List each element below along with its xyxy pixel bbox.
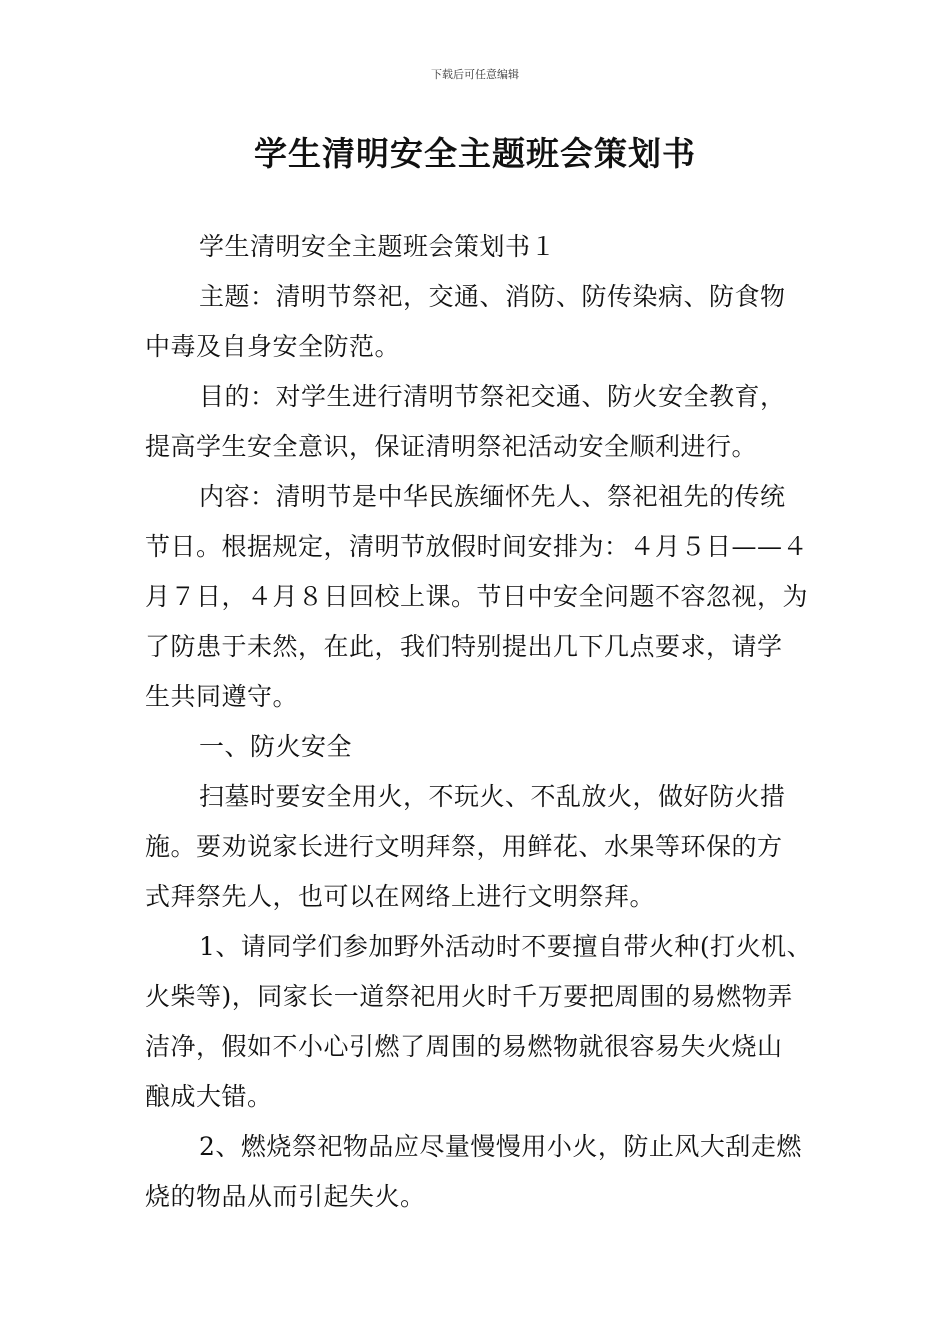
- body-line: 提高学生安全意识，保证清明祭祀活动安全顺利进行。: [145, 432, 758, 461]
- body-line: 主题：清明节祭祀，交通、消防、防传染病、防食物: [199, 282, 786, 311]
- page-header-note: 下载后可任意编辑: [431, 68, 519, 81]
- document-title: 学生清明安全主题班会策划书: [254, 134, 696, 173]
- body-line: 了防患于未然，在此，我们特别提出几下几点要求，请学: [145, 632, 783, 661]
- body-line: 学生清明安全主题班会策划书１: [199, 232, 557, 261]
- body-line: 一、防火安全: [199, 732, 353, 761]
- body-line: 节日。根据规定，清明节放假时间安排为：４月５日——４: [145, 532, 809, 561]
- document-body: [145, 222, 815, 1222]
- body-line: 内容：清明节是中华民族缅怀先人、祭祀祖先的传统: [199, 482, 786, 511]
- body-line: 1、请同学们参加野外活动时不要擅自带火种(打火机、: [199, 932, 813, 961]
- body-line: 扫墓时要安全用火，不玩火、不乱放火，做好防火措: [199, 782, 786, 811]
- body-line: 月７日，４月８日回校上课。节日中安全问题不容忽视，为: [145, 582, 809, 611]
- body-line: 目的：对学生进行清明节祭祀交通、防火安全教育，: [199, 382, 786, 411]
- body-line: 式拜祭先人，也可以在网络上进行文明祭拜。: [145, 882, 656, 911]
- body-line: 施。要劝说家长进行文明拜祭，用鲜花、水果等环保的方: [145, 832, 783, 861]
- body-line: 火柴等)，同家长一道祭祀用火时千万要把周围的易燃物弄: [145, 982, 793, 1011]
- body-line: 酿成大错。: [145, 1082, 273, 1111]
- body-line: 中毒及自身安全防范。: [145, 332, 401, 361]
- body-line: 洁净，假如不小心引燃了周围的易燃物就很容易失火烧山: [145, 1032, 783, 1061]
- body-line: 生共同遵守。: [145, 682, 299, 711]
- body-line: 烧的物品从而引起失火。: [145, 1182, 426, 1211]
- body-line: 2、燃烧祭祀物品应尽量慢慢用小火，防止风大刮走燃: [199, 1132, 802, 1161]
